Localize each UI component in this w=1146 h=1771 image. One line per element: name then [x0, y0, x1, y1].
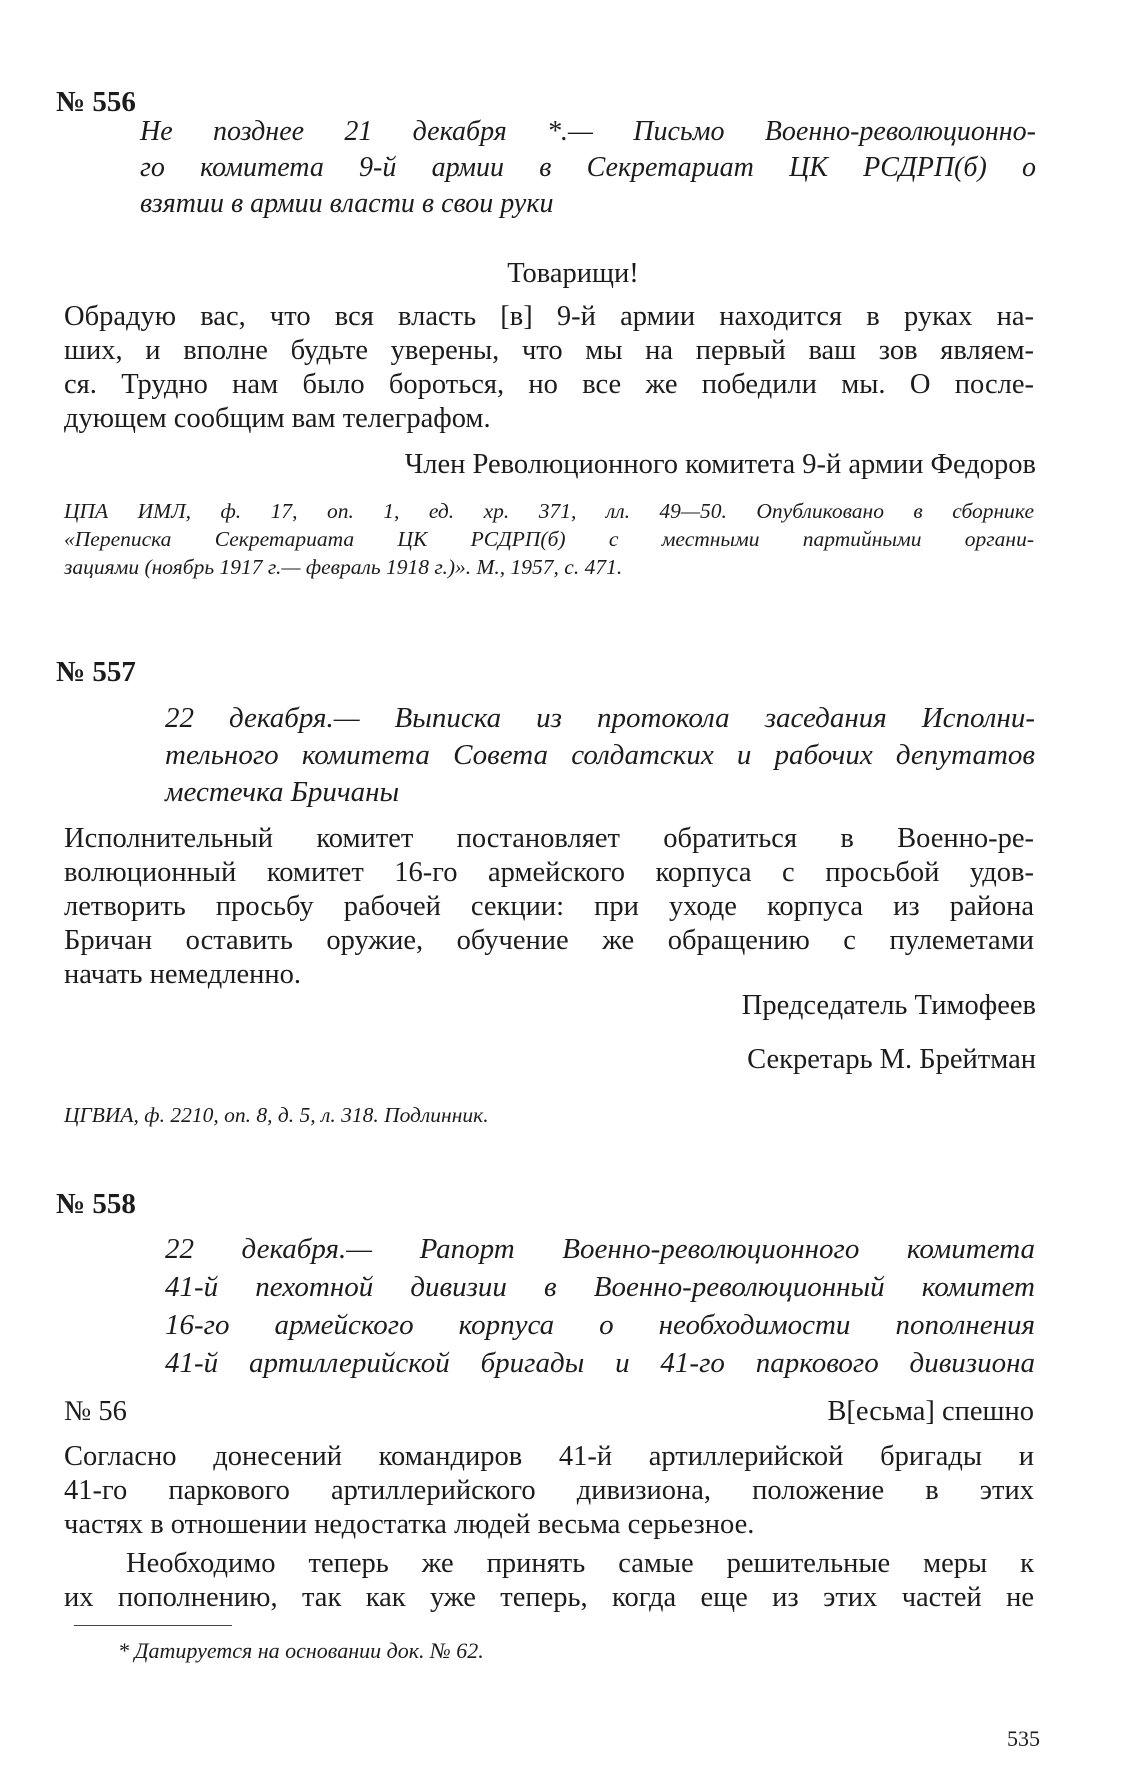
- doc-558-heading-line: 16-го армейского корпуса о необходимости пополнения: [165, 1309, 1035, 1341]
- doc-556-source: [64, 497, 1034, 581]
- doc-558-body-line: Необходимо теперь же принять самые решительные меры к: [126, 1548, 1034, 1579]
- doc-557-body-line: Исполнительный комитет постановляет обратиться в Военно-ре-: [64, 823, 1034, 854]
- doc-556-heading-line: го комитета 9-й армии в Секретариат ЦК РСДРП(б) о: [140, 152, 1036, 183]
- doc-558-urgency: В[есьма] спешно: [827, 1396, 1034, 1427]
- doc-558-ref-number: № 56: [64, 1396, 127, 1427]
- doc-558-meta-row: [64, 1396, 1034, 1428]
- doc-556-heading-line: Не позднее 21 декабря *.— Письмо Военно-революционно-: [140, 116, 1036, 147]
- doc-556-heading-line: взятии в армии власти в свои руки: [140, 188, 554, 219]
- doc-556-heading: [140, 114, 1036, 222]
- doc-556-salutation: Товарищи!: [507, 258, 639, 289]
- doc-556-number: № 556: [56, 86, 136, 118]
- footnote: * Датируется на основании док. № 62.: [118, 1638, 484, 1663]
- doc-557-body-line: летворить просьбу рабочей секции: при уходе корпуса из района: [64, 891, 1034, 922]
- doc-558-body-line: частях в отношении недостатка людей весьма серьезное.: [64, 1509, 755, 1540]
- doc-557-heading: [165, 700, 1035, 811]
- footnote-divider: [74, 1625, 232, 1626]
- doc-557-body-line: волюционный комитет 16-го армейского корпуса с просьбой удов-: [64, 857, 1034, 888]
- doc-558-body-line: Согласно донесений командиров 41-й артиллерийской бригады и: [64, 1441, 1034, 1472]
- doc-557-body-line: начать немедленно.: [64, 959, 302, 990]
- doc-556-source-line: зациями (ноябрь 1917 г.— февраль 1918 г.)». М., 1957, с. 471.: [64, 555, 623, 579]
- doc-558-heading-line: 41-й пехотной дивизии в Военно-революционный комитет: [165, 1271, 1035, 1303]
- doc-558-number: № 558: [56, 1188, 136, 1220]
- doc-557-source: ЦГВИА, ф. 2210, оп. 8, д. 5, л. 318. Подлинник.: [64, 1103, 489, 1127]
- doc-558-heading: [165, 1230, 1035, 1382]
- doc-556-signature: Член Революционного комитета 9-й армии Федоров: [404, 449, 1036, 480]
- doc-558-body: [64, 1440, 1034, 1542]
- doc-556-body: [64, 300, 1034, 436]
- doc-557-body: [64, 822, 1034, 992]
- doc-558-body-2: [64, 1547, 1034, 1615]
- doc-558-heading-line: 22 декабря.— Рапорт Военно-революционного комитета: [165, 1233, 1035, 1265]
- doc-556-source-line: ЦПА ИМЛ, ф. 17, оп. 1, ед. хр. 371, лл. 49—50. Опубликовано в сборнике: [64, 499, 1034, 523]
- doc-556-body-line: ших, и вполне будьте уверены, что мы на первый ваш зов являем-: [64, 335, 1034, 366]
- doc-558-body-line: их пополнению, так как уже теперь, когда еще из этих частей не: [64, 1582, 1034, 1613]
- doc-556-source-line: «Переписка Секретариата ЦК РСДРП(б) с местными партийными органи-: [64, 527, 1034, 551]
- doc-556-body-line: дующем сообщим вам телеграфом.: [64, 403, 491, 434]
- doc-557-signature-chair: Председатель Тимофеев: [741, 990, 1036, 1021]
- doc-556-body-line: Обрадую вас, что вся власть [в] 9-й армии находится в руках на-: [64, 301, 1034, 332]
- doc-557-number: № 557: [56, 656, 136, 688]
- doc-557-signature-secretary: Секретарь М. Брейтман: [747, 1044, 1036, 1075]
- doc-557-heading-line: местечка Бричаны: [165, 776, 400, 808]
- doc-557-heading-line: 22 декабря.— Выписка из протокола заседания Исполни-: [165, 702, 1035, 734]
- doc-557-body-line: Бричан оставить оружие, обучение же обращению с пулеметами: [64, 925, 1034, 956]
- doc-557-heading-line: тельного комитета Совета солдатских и рабочих депутатов: [165, 739, 1035, 771]
- doc-556-body-line: ся. Трудно нам было бороться, но все же победили мы. О после-: [64, 369, 1034, 400]
- doc-558-heading-line: 41-й артиллерийской бригады и 41-го паркового дивизиона: [165, 1347, 1035, 1379]
- page-number: 535: [1007, 1726, 1040, 1751]
- doc-558-body-line: 41-го паркового артиллерийского дивизиона, положение в этих: [64, 1475, 1034, 1506]
